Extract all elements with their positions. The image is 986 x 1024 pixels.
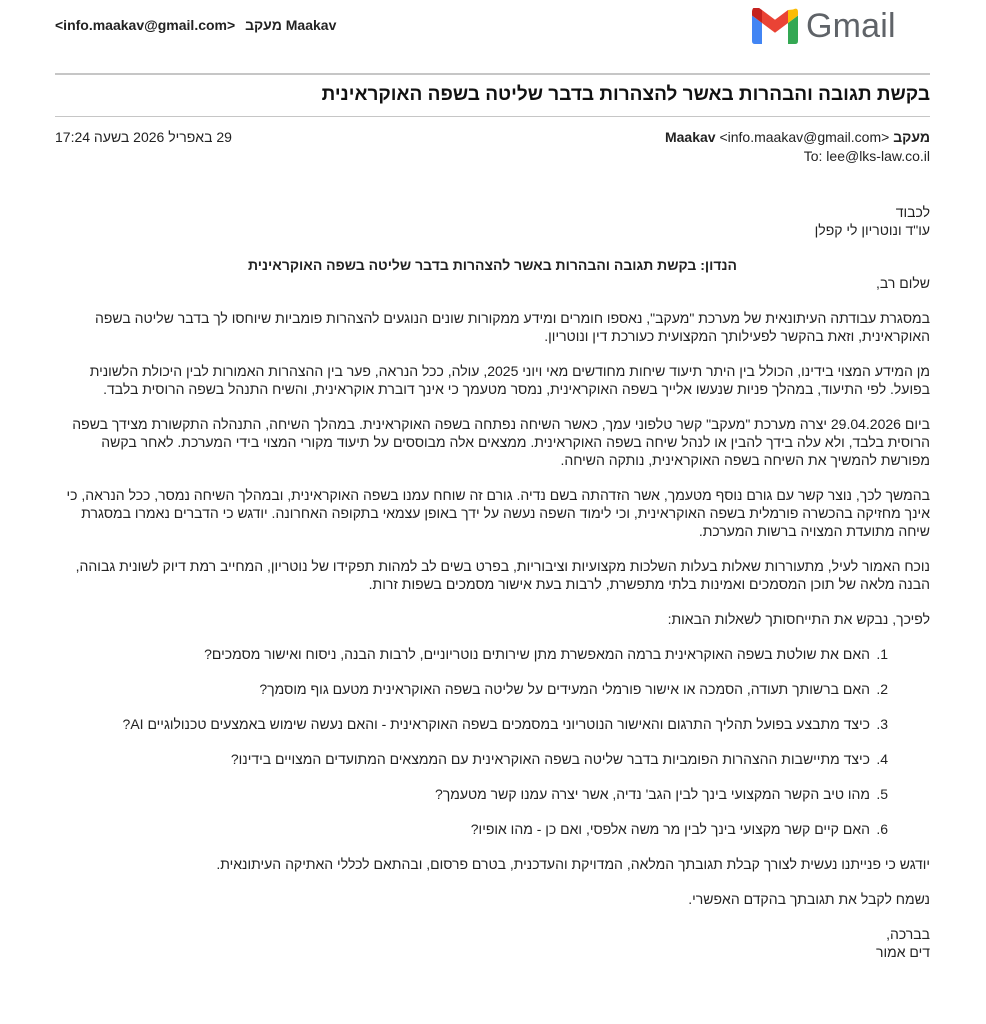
question-text: כיצד מתבצע בפועל תהליך התרגום והאישור הנוטריוני במסמכים בשפה האוקראינית - והאם נעשה שימוש באמצעים טכנולוגיים AI? <box>122 716 870 732</box>
list-item <box>55 680 930 698</box>
signoff: בברכה, <box>886 926 930 942</box>
paragraph-1: במסגרת עבודתה העיתונאית של מערכת "מעקב", נאספו חומרים ומידע ממקורות שונים הנוגעים להצהרות פומביות שיוחסו לך בדבר שליטה בשפה האוקראינית, וזאת בהקשר לפעילותך המקצועית כעורכת דין ונוטריון. <box>94 310 930 344</box>
email-date: 29 באפריל 2026 בשעה 17:24 <box>55 129 232 145</box>
list-number: 6. <box>876 821 888 837</box>
paragraph-2: מן המידע המצוי בידינו, הכולל בין היתר תיעוד שיחות מחודשים מאי ויוני 2025, עולה, ככל הנראה, פער בין ההצהרות האמורות לבין היכולת הלשונית בפועל. לפי התיעוד, במהלך פניות שנעשו אלייך בשפה האוקראינית, נמסר מטעמך כי אינך דוברת אוקראינית, והשיח התנהל בשפה הרוסית בלבד. <box>89 363 930 397</box>
print-header-sender <box>55 17 336 33</box>
list-item <box>55 785 930 803</box>
print-header-name: מעקב Maakav <box>245 17 337 33</box>
list-number: 5. <box>876 786 888 802</box>
closing-paragraph: יודגש כי פנייתנו נעשית לצורך קבלת תגובתך המלאה, המדויקת והעדכנית, בטרם פרסום, ובהתאם לכללי האתיקה העיתונאית. <box>216 856 930 872</box>
signature: דים אמור <box>875 944 930 960</box>
closing-request: נשמח לקבל את תגובתך בהקדם האפשרי. <box>688 891 930 907</box>
email-subject: בקשת תגובה והבהרות באשר להצהרות בדבר שליטה בשפה האוקראינית <box>321 84 930 105</box>
list-number: 1. <box>876 646 888 662</box>
greeting: שלום רב, <box>876 275 930 291</box>
paragraph-5: נוכח האמור לעיל, מתעוררות שאלות בעלות השלכות מקצועיות וציבוריות, בפרט בשים לב למהות תפקידו של נוטריון, המחייב רמת דיוק לשונית גבוהה, הבנה מלאה של תוכן המסמכים ואמינות בלתי מתפשרת, לרבות בעת אישור מסמכים בשפות זרות. <box>75 558 930 592</box>
header-divider <box>55 73 930 75</box>
email-from <box>665 129 930 145</box>
list-item <box>55 715 930 733</box>
gmail-logo-text: Gmail <box>806 7 896 45</box>
salutation-line-1: לכבוד <box>895 204 930 220</box>
list-item <box>55 645 930 663</box>
from-name: מעקב Maakav <box>664 129 930 145</box>
question-text: מהו טיב הקשר המקצועי בינך לבין הגב' נדיה, אשר יצרה עמנו קשר מטעמך? <box>434 786 870 802</box>
paragraph-4: בהמשך לכך, נוצר קשר עם גורם נוסף מטעמך, אשר הזדהתה בשם נדיה. גורם זה שוחח עמנו בשפה האוקראינית, ובמהלך השיחה נמסר, ככל הנראה, כי אינך מחזיקה בהכשרה פורמלית בשפה האוקראינית, וכי לימוד השפה נעשה על ידך באופן עצמאי בתקופה האחרונה. יודגש כי הדברים נאמרו במסגרת שיחה מתועדת המצויה ברשות המערכת. <box>66 487 930 539</box>
from-email: <info.maakav@gmail.com> <box>719 129 890 145</box>
gmail-m-icon <box>752 8 798 44</box>
list-number: 3. <box>876 716 888 732</box>
print-header-email: <info.maakav@gmail.com> <box>55 17 236 33</box>
list-number: 4. <box>876 751 888 767</box>
subject-divider <box>55 116 930 117</box>
paragraph-3: ביום 29.04.2026 יצרה מערכת "מעקב" קשר טלפוני עמך, כאשר השיחה נפתחה בשפה האוקראינית. במהלך השיחה, התנהלה התקשורת מצידך בשפה הרוסית בלבד, ולא עלה בידך להבין או לנהל שיחה בשפה האוקראינית. ממצאים אלה מבוססים על תיעוד מקורי המצוי בידי המערכת. לאחר בקשה מפורשת להמשיך את השיחה בשפה האוקראינית, נותקה השיחה. <box>72 416 930 468</box>
salutation-line-2: עו"ד ונוטריון לי קפלן <box>814 222 930 238</box>
list-item <box>55 820 930 838</box>
paragraph-6: לפיכך, נבקש את התייחסותך לשאלות הבאות: <box>667 611 930 627</box>
question-text: האם את שולטת בשפה האוקראינית ברמה המאפשרת מתן שירותים נוטריוניים, לרבות הבנה, ניסוח ואישור מסמכים? <box>204 646 870 662</box>
questions-list <box>55 645 930 838</box>
re-line: הנדון: בקשת תגובה והבהרות באשר להצהרות בדבר שליטה בשפה האוקראינית <box>248 257 737 273</box>
email-to: To: lee@lks-law.co.il <box>803 148 930 164</box>
question-text: האם ברשותך תעודה, הסמכה או אישור פורמלי המעידים על שליטה בשפה האוקראינית מטעם גוף מוסמך? <box>259 681 870 697</box>
question-text: כיצד מתיישבות ההצהרות הפומביות בדבר שליטה בשפה האוקראינית עם הממצאים המתועדים המצויים בידינו? <box>230 751 870 767</box>
question-text: האם קיים קשר מקצועי בינך לבין מר משה אלפסי, ואם כן - מהו אופיו? <box>470 821 870 837</box>
list-item <box>55 750 930 768</box>
list-number: 2. <box>876 681 888 697</box>
email-body <box>55 203 930 961</box>
gmail-logo <box>752 4 912 48</box>
